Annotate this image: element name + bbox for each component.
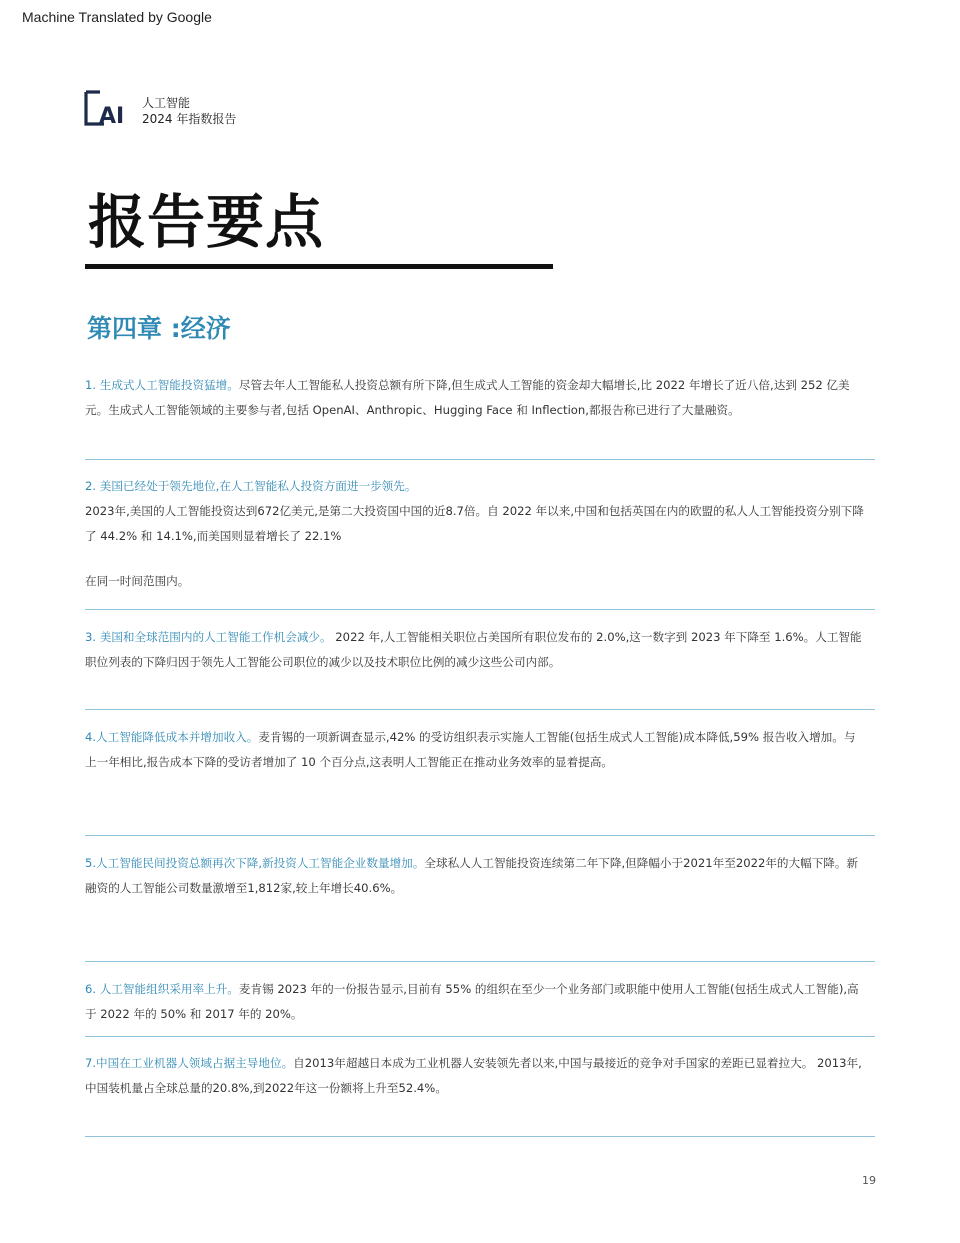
item-heading: 6. 人工智能组织采用率上升。: [85, 982, 239, 996]
item-heading: 3. 美国和全球范围内的人工智能工作机会减少。: [85, 630, 332, 644]
machine-translation-banner: Machine Translated by Google: [22, 9, 212, 25]
report-name-line2: 2024 年指数报告: [142, 112, 237, 126]
item-continuation: 在同一时间范围内。: [85, 574, 190, 588]
item-heading: 5.人工智能民间投资总额再次下降,新投资人工智能企业数量增加。: [85, 856, 425, 870]
item-heading: 4.人工智能降低成本并增加收入。: [85, 730, 259, 744]
separator: [85, 1036, 875, 1037]
item-heading: 7.中国在工业机器人领域占据主导地位。: [85, 1056, 294, 1070]
separator: [85, 1136, 875, 1137]
item-body: 全球私人人工智能投资连续第二年下降,但降幅小于2021年至2022年的大幅下降。新融资的人工智能公司数量激增至1,812家,较上年增长40.6%。: [85, 856, 859, 895]
separator: [85, 835, 875, 836]
item-body: 2022 年,人工智能相关职位占美国所有职位发布的 2.0%,这一数字到 2023 年下降至 1.6%。人工智能职位列表的下降归因于领先人工智能公司职位的减少以及技术职位比例的减少这些公司内部。: [85, 630, 862, 669]
separator: [85, 459, 875, 460]
item-heading: 1. 生成式人工智能投资猛增。: [85, 378, 239, 392]
highlight-item-1: [85, 373, 865, 423]
page-number: 19: [862, 1174, 876, 1187]
highlight-item-4: [85, 725, 865, 775]
page-title: 报告要点: [88, 188, 325, 256]
separator: [85, 609, 875, 610]
separator: [85, 709, 875, 710]
item-body: 麦肯锡 2023 年的一份报告显示,目前有 55% 的组织在至少一个业务部门或职能中使用人工智能(包括生成式人工智能),高于 2022 年的 50% 和 2017 年的 20%。: [85, 982, 859, 1021]
svg-text:AI: AI: [99, 104, 125, 126]
ai-index-logo-icon: [84, 90, 132, 126]
highlight-item-6: [85, 977, 865, 1027]
highlight-item-2: [85, 474, 865, 594]
report-name: [142, 95, 236, 127]
item-body: 自2013年超越日本成为工业机器人安装领先者以来,中国与最接近的竞争对手国家的差距已显着拉大。 2013年,中国装机量占全球总量的20.8%,到2022年这一份额将上升至52.4%。: [85, 1056, 862, 1095]
title-underline: [85, 264, 553, 269]
item-heading: 2. 美国已经处于领先地位,在人工智能私人投资方面进一步领先。: [85, 479, 417, 493]
highlight-item-7: [85, 1051, 865, 1101]
item-body: 尽管去年人工智能私人投资总额有所下降,但生成式人工智能的资金却大幅增长,比 2022 年增长了近八倍,达到 252 亿美元。生成式人工智能领域的主要参与者,包括 OpenAI、Anthropic、Hugging Face 和 Inflection,都报告称已进行了大量融资。: [85, 378, 850, 417]
highlight-item-3: [85, 625, 865, 675]
item-body: 2023年,美国的人工智能投资达到672亿美元,是第二大投资国中国的近8.7倍。自 2022 年以来,中国和包括英国在内的欧盟的私人人工智能投资分别下降了 44.2% 和 14.1%,而美国则显着增长了 22.1%: [85, 504, 864, 543]
report-name-line1: 人工智能: [142, 96, 191, 110]
highlight-item-5: [85, 851, 865, 901]
chapter-heading: 第四章 :经济: [87, 314, 231, 343]
separator: [85, 961, 875, 962]
item-body: 麦肯锡的一项新调查显示,42% 的受访组织表示实施人工智能(包括生成式人工智能)成本降低,59% 报告收入增加。与上一年相比,报告成本下降的受访者增加了 10 个百分点,这表明人工智能正在推动业务效率的显着提高。: [85, 730, 856, 769]
